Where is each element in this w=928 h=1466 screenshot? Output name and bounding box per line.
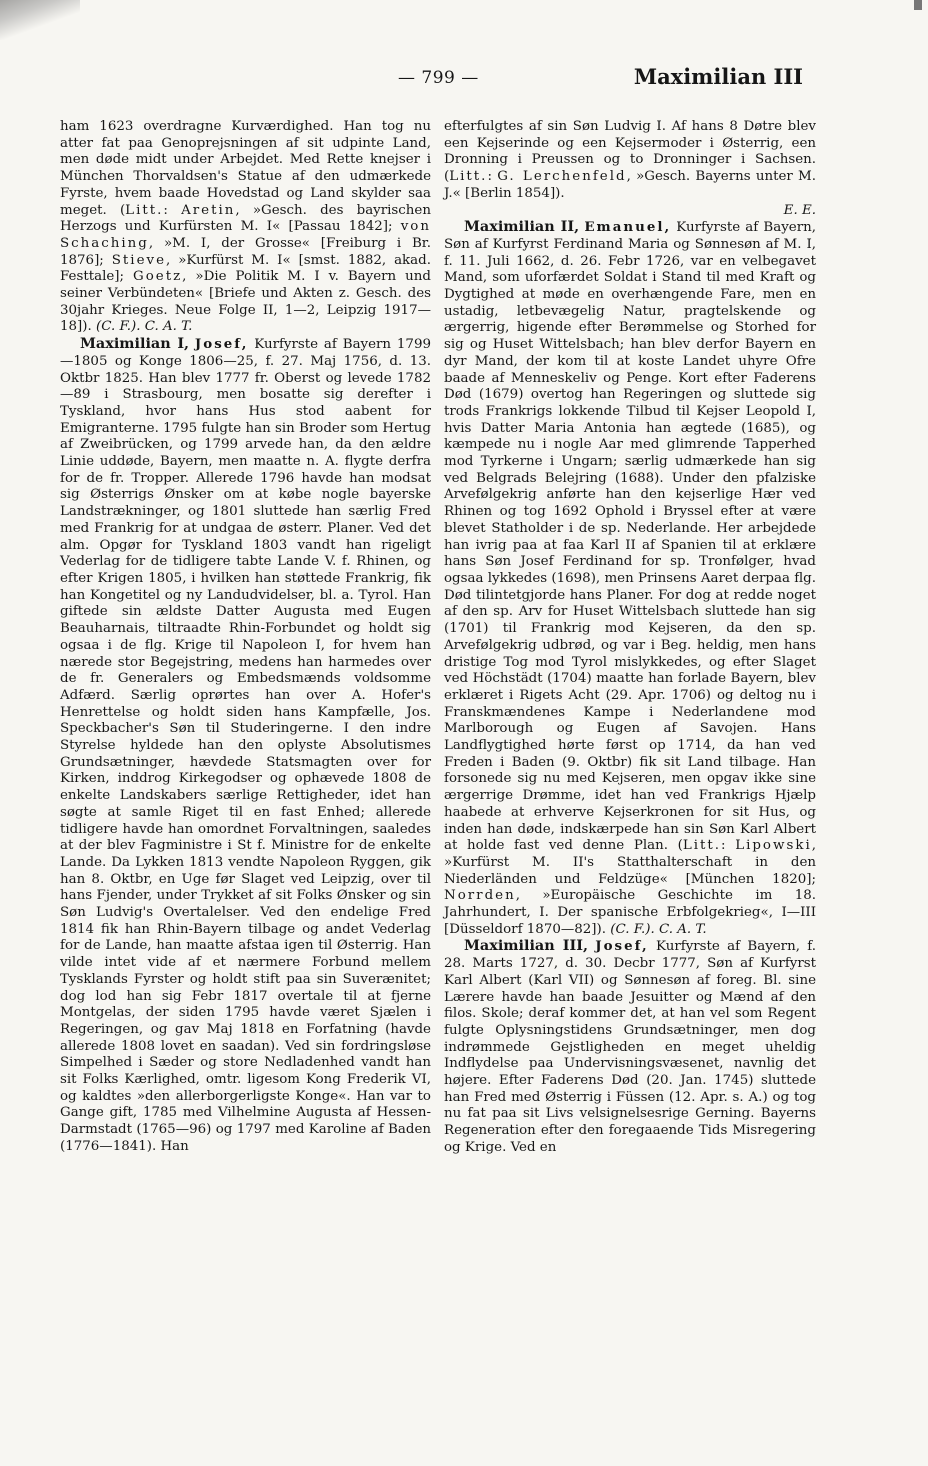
signature-line <box>444 203 816 220</box>
page-number: — 799 — <box>398 68 479 88</box>
signature: (C. F.). C. A. T. <box>96 319 193 335</box>
scan-artifact <box>0 0 80 40</box>
author-name: Stieve <box>111 252 167 268</box>
running-title: Maximilian III <box>633 64 803 89</box>
right-column <box>444 119 816 1157</box>
entry-headword: Maximilian I, <box>80 335 190 353</box>
author-name: Norrden <box>444 888 516 904</box>
continued-paragraph: efterfulgtes af sin Søn Ludvig I. Af hans 8 Døtre blev een Kejserinde og een Kejsermoder i Østerrig, een Dronning i Preussen og to Dronninger i Sachsen. (Litt.: G. Lerchenfeld, »Gesch. Bayerns unter M. J.« [Berlin 1854]). <box>444 119 817 201</box>
entry-maximilian-ii: Maximilian II, Emanuel, Kurfyrste af Bayern, Søn af Kurfyrst Ferdinand Maria og Sønnesøn af M. I, f. 11. Juli 1662, d. 26. Febr 1726, var en velbegavet Mand, som uforfærdet Soldat i Stand til med Kraft og Dygtighed at møde en overhængende Fare, men en ustadig, letbevægelig Natur, pragtelskende og ærgerrig, higende efter Berømmelse og Storhed for sig og Huset Wittelsbach; han blev derfor Bayern en dyr Mand, der kom til at koste Landet uhyre Ofre baade af Menneskeliv og Penge. Kort efter Faderens Død (1679) overtog han Regeringen og sluttede sig trods Frankrigs lokkende Tilbud til Kejser Leopold I, hvis Datter Maria Antonia han ægtede (1685), og kæmpede nu i nogle Aar med glimrende Tapperhed mod Tyrkerne i Ungarn; særlig udmærkede han sig ved Belgrads Belejring (1688). Under den pfalziske Arvefølgekrig anførte han den kejserlige Hær ved Rhinen og tog 1692 Ophold i Bryssel efter at være blevet Statholder i de sp. Nederlande. Her arbejdede han ivrig paa at faa Karl II af Spanien til at erklære hans Søn Josef Ferdinand for sp. Tronfølger, hvad ogsaa lykkedes (1698), men Prinsens Aaret derpaa flg. Død tilintetgjorde hans Planer. For dog at redde noget af den sp. Arv for Huset Wittelsbach sluttede han sig (1701) til Frankrig mod Kejseren, da den sp. Arvefølgekrig udbrød, og var i Beg. heldig, men hans dristige Tog mod Tyrol mislykkedes, og efter Slaget ved Höchstädt (1704) maatte han forlade Bayern, blev erklæret i Rigets Acht (29. Apr. 1706) og deltog nu i Franskmændenes Kampe i Nederlandene mod Marlborough og Eugen af Savojen. Hans Landflygtighed hørte først op 1714, da han ved Freden i Baden (9. Oktbr) fik sit Land tilbage. Han forsonede sig nu med Kejseren, men opgav ikke sine ærgerrige Drømme, idet han ved Frankrigs Hjælp haabede at erhverve Kejserkronen for sit Hus, og inden han døde, indskærpede han sin Søn Karl Albert at holde fast ved denne Plan. (Litt.: Lipowski, »Kurfürst M. II's Statthalterschaft in den Niederländen und Feldzüge« [München 1820]; Norrden, »Europäische Geschichte im 18. Jahrhundert, I. Der spanische Erbfolgekrieg«, I—III [Düsseldorf 1870—82]). (C. F.). C. A. T. <box>444 218 817 937</box>
entry-given-name: Josef, <box>194 336 249 353</box>
left-column <box>60 119 431 1156</box>
signature: (C. F.). C. A. T. <box>610 921 707 937</box>
page-header <box>60 64 803 94</box>
author-name: Aretin <box>181 202 236 218</box>
entry-headword: Maximilian III, <box>464 937 588 955</box>
entry-maximilian-i: Maximilian I, Josef, Kurfyrste af Bayern 1799—1805 og Konge 1806—25, f. 27. Maj 1756, d. 13. Oktbr 1825. Han blev 1777 fr. Oberst og levede 1782—89 i Strasbourg, men bosatte sig derefter i Tyskland, hvor hans Hus stod aabent for Emigranterne. 1795 fulgte han sin Broder som Hertug af Zweibrücken, og 1799 arvede han, da den ældre Linie uddøde, Bayern, men maatte n. A. flygte derfra for de fr. Tropper. Allerede 1796 havde han modsat sig Østerrigs Ønsker om at købe nogle bayerske Landstrækninger, og 1801 sluttede han særlig Fred med Frankrig for at undgaa de østerr. Planer. Ved det alm. Opgør for Tyskland 1803 vandt han rigeligt Vederlag for de tidligere tabte Lande V. f. Rhinen, og efter Krigen 1805, i hvilken han støttede Frankrig, fik han Kongetitel og ny Landudvidelser, bl. a. Tyrol. Han giftede sin ældste Datter Augusta med Eugen Beauharnais, tiltraadte Rhin-Forbundet og holdt sig ogsaa i de flg. Krige til Napoleon I, for hvem han nærede stor Begejstring, medens han harmedes over de fr. Generalers og Embedsmænds voldsomme Adfærd. Særlig oprørtes han over A. Hofer's Henrettelse og holdt siden hans Kampfælle, Jos. Speckbacher's Søn til Studeringerne. I den indre Styrelse hyldede han den oplyste Absolutismes Grundsætninger, hævdede Statsmagten over for Kirken, inddrog Kirkegodser og ophævede 1808 de enkelte Landskabers særlige Rettigheder, idet han søgte at samle Riget til en fast Enhed; allerede tidligere havde han omordnet Forvaltningen, saaledes at der blev Fagministre i St f. Ministre for de enkelte Lande. Da Lykken 1813 vendte Napoleon Ryggen, gik han 8. Oktbr, en Uge før Slaget ved Leipzig, over til hans Fjender, under Trykket af sit Folks Ønsker og sin Søn Ludvig's Overtalelser. Ved den endelige Fred 1814 fik han Rhin-Bayern tilbage og andet Vederlag for de Lande, han maatte afstaa igen til Østerrig. Han vilde intet vide af et nærmere Forbund mellem Tysklands Fyrster og holdt stift paa sin Suverænitet; dog lod han sig Febr 1817 overtale til at fjerne Montgelas, der siden 1795 havde været Sjælen i Regeringen, og gav Maj 1818 en Forfatning (havde allerede 1808 lovet en saadan). Ved sin fordringsløse Simpelhed i Sæder og store Nedladenhed vandt han sit Folks Kærlighed, omtr. ligesom Kong Frederik VI, og kaldtes »den allerborgerligste Konge«. Han var to Gange gift, 1785 med Vilhelmine Augusta af Hessen-Darmstadt (1765—96) og 1797 med Karoline af Baden (1776—1841). Han <box>60 335 431 1154</box>
signature: E. E. <box>783 202 816 218</box>
author-name: Lipowski <box>735 838 812 854</box>
author-name: G. Lerchenfeld <box>497 169 627 185</box>
entry-headword: Maximilian II, <box>464 218 580 236</box>
entry-given-name: Emanuel, <box>584 219 672 236</box>
entry-maximilian-iii: Maximilian III, Josef, Kurfyrste af Bayern, f. 28. Marts 1727, d. 30. Decbr 1777, Søn af Kurfyrst Karl Albert (Karl VII) og Sønnesøn af foreg. Bl. sine Lærere havde han baade Jesuitter og Mænd af den filos. Skole; deraf kommer det, at han vel som Regent fulgte Oplysningstidens Grundsætninger, men dog indrømmede Gejstligheden en meget uheldig Indflydelse paa Undervisningsvæsenet, navnlig det højere. Efter Faderens Død (20. Jan. 1745) sluttede han Fred med Østerrig i Füssen (12. Apr. s. A.) og tog nu fat paa sit Livs velsignelsesrige Gerning. Bayerns Regeneration efter den foregaaende Tids Misregering og Krige. Ved en <box>444 937 816 1155</box>
continued-paragraph: ham 1623 overdragne Kurværdighed. Han tog nu atter fat paa Genoprejsningen af sit udpinte Land, men døde midt under Arbejdet. Med Rette knejser i München Thorvaldsen's Statue af den udmærkede Fyrste, hvem baade Hovedstad og Land skylder saa meget. (Litt.: Aretin, »Gesch. des bayrischen Herzogs und Kurfürsten M. I« [Passau 1842]; von Schaching, »M. I, der Grosse« [Freiburg i Br. 1876]; Stieve, »Kurfürst M. I« [smst. 1882, akad. Festtale]; Goetz, »Die Politik M. I v. Bayern und seiner Verbündeten« [Briefe und Akten z. Gesch. des 30jahr Krieges. Neue Folge II, 1—2, Leipzig 1917—18]). (C. F.). C. A. T. <box>60 119 431 335</box>
entry-given-name: Josef, <box>595 938 649 955</box>
author-name: Goetz <box>133 269 183 285</box>
author-name: von Schaching <box>60 219 431 251</box>
scan-edge-mark <box>914 0 922 10</box>
